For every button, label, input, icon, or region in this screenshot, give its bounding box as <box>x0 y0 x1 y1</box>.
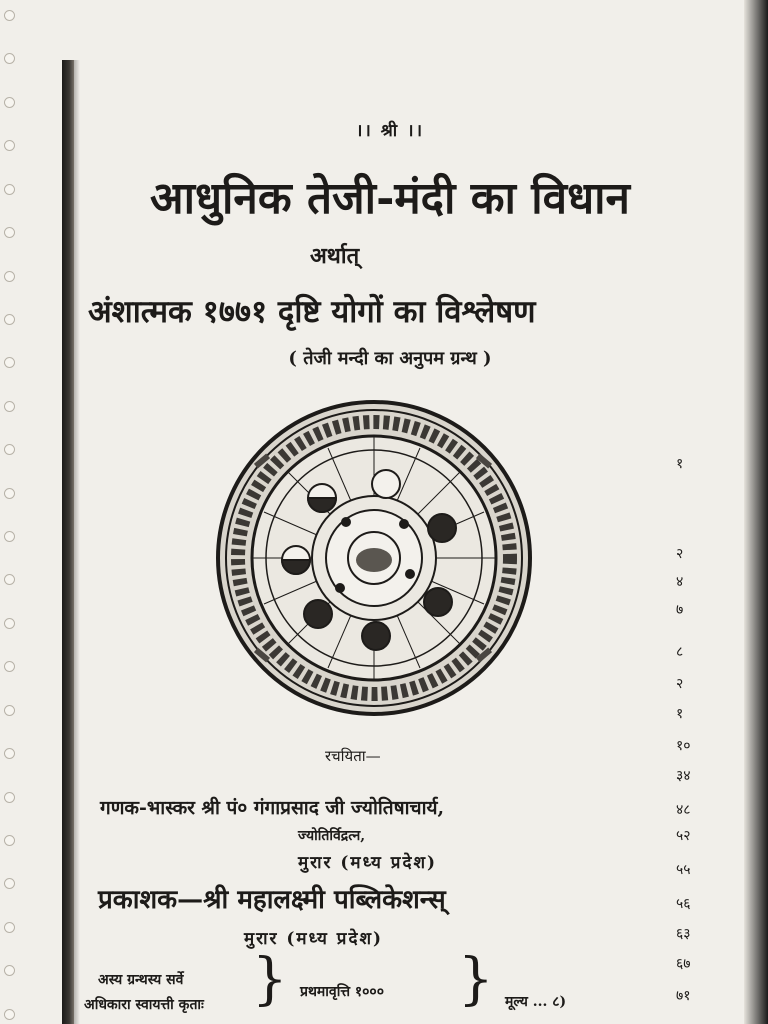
rights-line-2: अधिकारा स्वायत्ती कृताः <box>84 997 204 1013</box>
binding-hole <box>4 184 15 195</box>
author-place: मुरार (मध्य प्रदेश) <box>298 853 438 873</box>
edition-info: प्रथमावृत्ति १००० <box>300 984 384 1000</box>
brace-icon: } <box>458 947 494 1012</box>
binding-hole <box>4 1009 15 1020</box>
binding-hole <box>4 922 15 933</box>
binding-hole <box>4 444 15 455</box>
binding-hole <box>4 140 15 151</box>
binding-hole <box>4 792 15 803</box>
binding-hole <box>4 705 15 716</box>
book-tagline: ( तेजी मन्दी का अनुपम ग्रन्थ ) <box>288 348 492 369</box>
margin-number: ४ <box>676 574 684 590</box>
author-honorific: ज्योतिर्विद्रत्न, <box>298 828 366 844</box>
binding-hole <box>4 618 15 629</box>
page-edge <box>744 0 768 1024</box>
binding-hole <box>4 748 15 759</box>
rights-line-1: अस्य ग्रन्थस्य सर्वे <box>98 972 184 988</box>
binding-hole <box>4 661 15 672</box>
margin-number: ६३ <box>676 926 691 942</box>
binding-hole <box>4 97 15 108</box>
margin-number: ५५ <box>676 862 691 878</box>
author-name: गणक-भास्कर श्री पं० गंगाप्रसाद जी ज्योतिषाचार्य, <box>100 797 445 819</box>
spiral-binding-holes <box>4 10 20 1020</box>
binding-hole <box>4 53 15 64</box>
margin-number: ७१ <box>676 988 691 1004</box>
binding-hole <box>4 574 15 585</box>
price-info: मूल्य ... ८) <box>505 994 567 1010</box>
book-title: आधुनिक तेजी-मंदी का विधान <box>150 173 630 224</box>
book-subtitle: अंशात्मक १७७१ दृष्टि योगों का विश्लेषण <box>88 294 536 330</box>
binding-hole <box>4 965 15 976</box>
publisher-name: प्रकाशक—श्री महालक्ष्मी पब्लिकेशन्स् <box>98 885 446 915</box>
binding-hole <box>4 401 15 412</box>
margin-page-numbers <box>676 394 736 1014</box>
brace-icon: } <box>252 947 288 1012</box>
margin-number: ५६ <box>676 896 691 912</box>
zodiac-wheel-icon <box>214 398 534 718</box>
margin-number: ६७ <box>676 956 691 972</box>
binding-hole <box>4 227 15 238</box>
margin-number: ५२ <box>676 828 691 844</box>
margin-number: २ <box>676 546 684 562</box>
margin-number: २ <box>676 676 684 692</box>
author-label: रचयिता— <box>325 747 381 765</box>
binding-hole <box>4 10 15 21</box>
publisher-place: मुरार (मध्य प्रदेश) <box>244 929 384 949</box>
margin-number: ८ <box>676 644 684 660</box>
margin-number: १ <box>676 706 684 722</box>
binding-hole <box>4 357 15 368</box>
margin-number: ४८ <box>676 802 691 818</box>
margin-number: १० <box>676 738 691 754</box>
invocation: ।। श्री ।। <box>355 121 425 141</box>
title-connector: अर्थात् <box>310 243 360 269</box>
binding-hole <box>4 835 15 846</box>
binding-hole <box>4 531 15 542</box>
binding-hole <box>4 271 15 282</box>
margin-number: ७ <box>676 602 684 618</box>
binding-hole <box>4 314 15 325</box>
binding-hole <box>4 878 15 889</box>
margin-number: ३४ <box>676 768 691 784</box>
binding-hole <box>4 488 15 499</box>
margin-number: १ <box>676 456 684 472</box>
